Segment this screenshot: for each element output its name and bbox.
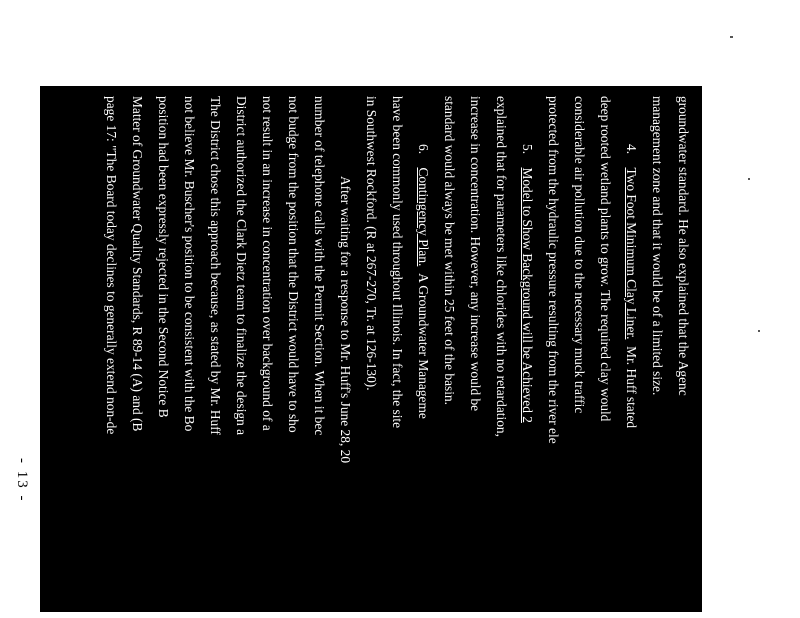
text-line: not believe Mr. Buscher's position to be consistent with the Bo (182, 96, 197, 432)
page-number (0, 458, 30, 558)
text-line: position had been expressly rejected in the Second Notice B (156, 96, 171, 418)
body-text (40, 86, 702, 612)
text-line: 5. Model to Show Background will be Achieved 2 (520, 144, 535, 423)
heading-clay-liner: Two Foot Minimum Clay Liner. (624, 167, 639, 340)
text-line: protected from the hydraulic pressure resulting from the river ele (546, 96, 561, 444)
text-line: deep rooted wetland plants to grow. The required clay would (598, 96, 613, 422)
text-line: explained that for parameters like chlorides with no retardation, (494, 96, 509, 437)
text-line: have been commonly used throughout Illinois. In fact, the site (390, 96, 405, 429)
text-line: not budge from the position that the District would have to sho (286, 96, 301, 433)
text-line: groundwater standard. He also explained that the Agenc (676, 96, 691, 396)
heading-model-background: Model to Show Background will be Achieved 2 (520, 167, 535, 423)
text-line: not result in an increase in concentration over background of a (260, 96, 275, 431)
text-line: After waiting for a response to Mr. Huff's June 28, 20 (338, 176, 353, 464)
text-line: 4. Two Foot Minimum Clay Liner. Mr. Huff stated (624, 144, 639, 429)
text-line: number of telephone calls with the Permit Section. When it bec (312, 96, 327, 436)
rotated-text-region (40, 86, 702, 612)
text-line: The District chose this approach because, as stated by Mr. Huff (208, 96, 223, 435)
scan-speck (730, 36, 733, 38)
inverted-scan-block (40, 86, 702, 612)
text-line: District authorized the Clark Dietz team to finalize the design a (234, 96, 249, 436)
scan-speck (758, 330, 760, 332)
scan-speck (748, 178, 750, 180)
text-line: standard would always be met within 25 feet of the basin. (442, 96, 457, 406)
text-line: page 17: "The Board today declines to generally extend non-de (104, 96, 119, 435)
heading-contingency-plan: Contingency Plan. (416, 167, 431, 267)
text-line: increase in concentration. However, any increase would be (468, 96, 483, 412)
text-line: Matter of Groundwater Quality Standards, R 89-14 (A) and (B (130, 96, 145, 432)
text-line: 6. Contingency Plan. A Groundwater Manageme (416, 144, 431, 419)
text-line: management zone and that it would be of a limited size. (650, 96, 665, 396)
text-line: considerable air pollution due to the necessary muck traffic (572, 96, 587, 414)
text-line: in Southwest Rockford. (R at 267-270, Tr. at 126-130). (364, 96, 379, 391)
page-number-text: - 13 - (14, 458, 30, 503)
